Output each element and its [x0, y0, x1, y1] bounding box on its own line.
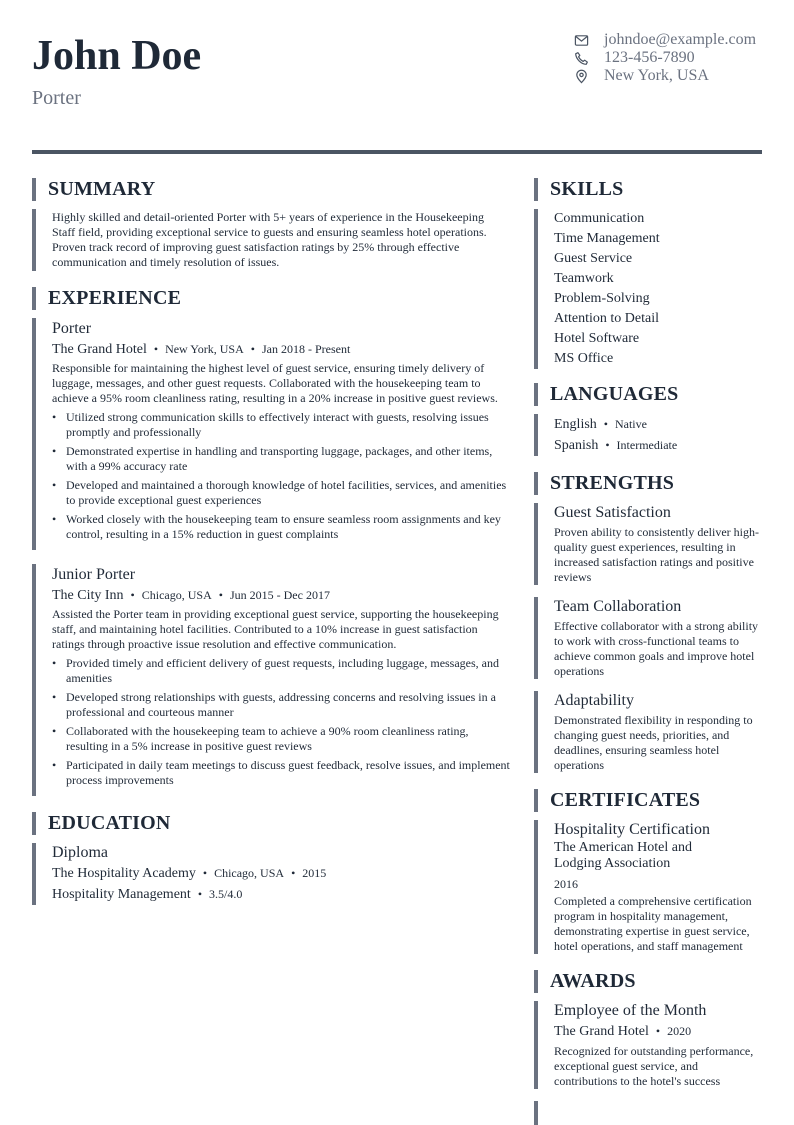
certificate-item: [534, 820, 762, 954]
certificate-text: Completed a comprehensive certification program in hospitality management, demonstrating expertise in guest service, hotel operations, and staff management: [554, 894, 752, 953]
strength-title: Guest Satisfaction: [554, 504, 671, 521]
header-divider: [32, 150, 762, 154]
language-name: English: [554, 417, 597, 432]
job-location: Chicago, USA: [141, 588, 212, 602]
education-item: [32, 843, 510, 905]
candidate-name: John Doe: [32, 33, 202, 79]
certificate-title: Hospitality Certification: [554, 821, 710, 838]
award-item: [534, 1001, 762, 1089]
languages-section: [534, 414, 762, 456]
language-level: Native: [614, 417, 647, 431]
skill-item: Attention to Detail: [554, 311, 659, 326]
job-meta: The Grand Hotel • New York, USA • Jan 2018 - Present: [52, 342, 351, 357]
summary-heading: SUMMARY: [32, 178, 510, 201]
summary-section: [32, 209, 510, 271]
strength-text: Effective collaborator with a strong ability to work with cross-functional teams to achieve common goals and improve hotel operations: [554, 619, 759, 678]
candidate-title: Porter: [32, 87, 81, 109]
award-year: 2020: [667, 1024, 692, 1038]
skill-item: Hotel Software: [554, 331, 640, 346]
job-description: Responsible for maintaining the highest level of guest service, ensuring timely delivery of luggage, messages, and other guest requests. Collaborated with the housekeeping team to achieve a 95% room cleanliness rating, resulting in a 20% increase in positive guest reviews.: [52, 361, 498, 405]
job-bullets: [52, 656, 510, 788]
contact-email-text: johndoe@example.com: [604, 31, 757, 48]
job-description: Assisted the Porter team in providing exceptional guest service, supporting the housekeeping staff, and maintaining hotel facilities. Contributed to a 10% increase in guest satisfaction ratings through proactive issue resolution and effective communication.: [52, 607, 499, 651]
job-location: New York, USA: [165, 342, 244, 356]
map-pin-icon: [572, 67, 590, 85]
languages-heading: LANGUAGES: [534, 383, 762, 406]
empty-section-marker: [534, 1101, 762, 1125]
skill-item: Communication: [554, 211, 645, 226]
job-company: The Grand Hotel: [52, 342, 147, 357]
award-org: The Grand Hotel: [554, 1024, 649, 1039]
language-level: Intermediate: [616, 438, 678, 452]
experience-item: [32, 564, 510, 796]
job-bullet: • Demonstrated expertise in handling and transporting luggage, packages, and other items, with a 99% accuracy rate: [52, 444, 510, 474]
certificates-heading: CERTIFICATES: [534, 789, 762, 812]
experience-item: [32, 318, 510, 550]
mail-icon: [572, 31, 590, 49]
job-dates: Jun 2015 - Dec 2017: [229, 588, 330, 602]
job-bullet: • Developed and maintained a thorough knowledge of hotel facilities, services, and amenities to provide exceptional guest experiences: [52, 478, 510, 508]
contact-email[interactable]: [572, 31, 762, 49]
strength-text: Proven ability to consistently deliver high-quality guest experiences, resulting in increased satisfaction ratings and positive reviews: [554, 525, 759, 584]
skill-item: Teamwork: [554, 271, 614, 286]
awards-heading: AWARDS: [534, 970, 762, 993]
education-field-row: Hospitality Management • 3.5/4.0: [52, 887, 243, 902]
education-year: 2015: [302, 866, 327, 880]
main-column: [32, 178, 510, 905]
strength-text: Demonstrated flexibility in responding to changing guest needs, priorities, and deadlines, ensuring seamless hotel operations: [554, 713, 753, 772]
education-school: The Hospitality Academy: [52, 866, 196, 881]
education-location: Chicago, USA: [214, 866, 285, 880]
education-field: Hospitality Management: [52, 887, 191, 902]
strength-item: [534, 691, 762, 773]
strength-title: Team Collaboration: [554, 598, 682, 615]
strength-item: [534, 597, 762, 679]
skill-item: Time Management: [554, 231, 660, 246]
job-bullet: • Utilized strong communication skills to effectively interact with guests, resolving issues promptly and professionally: [52, 410, 510, 440]
education-meta: The Hospitality Academy • Chicago, USA • 2015: [52, 866, 327, 881]
skill-item: MS Office: [554, 351, 614, 366]
certificate-issuer: The American Hotel and Lodging Association: [554, 840, 693, 871]
skill-item: Guest Service: [554, 251, 633, 266]
award-title: Employee of the Month: [554, 1002, 707, 1019]
award-text: Recognized for outstanding performance, exceptional guest service, and contributions to the hotel's success: [554, 1044, 754, 1088]
skills-section: [534, 209, 762, 369]
job-title: Porter: [52, 320, 92, 337]
strength-title: Adaptability: [554, 692, 634, 709]
job-bullet: • Developed strong relationships with guests, addressing concerns and resolving issues in a professional and courteous manner: [52, 690, 510, 720]
job-bullet: • Collaborated with the housekeeping team to achieve a 90% room cleanliness rating, resulting in a 5% increase in positive guest reviews: [52, 724, 510, 754]
strength-item: [534, 503, 762, 585]
contact-phone-text: 123-456-7890: [604, 49, 695, 66]
education-heading: EDUCATION: [32, 812, 510, 835]
job-bullet: • Participated in daily team meetings to discuss guest feedback, resolve issues, and implement process improvements: [52, 758, 510, 788]
language-name: Spanish: [554, 438, 599, 453]
contact-location: [572, 67, 762, 85]
certificate-year: 2016: [554, 877, 578, 891]
education-degree: Diploma: [52, 844, 108, 861]
job-bullet: • Worked closely with the housekeeping team to ensure seamless room assignments and key control, resulting in a 15% reduction in guest complaints: [52, 512, 510, 542]
job-company: The City Inn: [52, 588, 124, 603]
contact-phone[interactable]: [572, 49, 762, 67]
job-meta: The City Inn • Chicago, USA • Jun 2015 - Dec 2017: [52, 588, 330, 603]
education-gpa: 3.5/4.0: [209, 887, 243, 901]
phone-icon: [572, 49, 590, 67]
skill-item: Problem-Solving: [554, 291, 650, 306]
job-dates: Jan 2018 - Present: [261, 342, 351, 356]
experience-heading: EXPERIENCE: [32, 287, 510, 310]
language-item: Spanish • Intermediate: [554, 438, 678, 453]
strengths-heading: STRENGTHS: [534, 472, 762, 495]
summary-text: Highly skilled and detail-oriented Porter with 5+ years of experience in the Housekeeping Staff field, providing exceptional service to guests and ensuring seamless hotel operations. Proven track record of improving guest satisfaction ratings by 25% through effective communication and timely resolution of issues.: [52, 210, 487, 269]
job-title: Junior Porter: [52, 566, 136, 583]
job-bullets: [52, 410, 510, 542]
skills-heading: SKILLS: [534, 178, 762, 201]
job-bullet: • Provided timely and efficient delivery of guest requests, including luggage, messages, and amenities: [52, 656, 510, 686]
language-item: English • Native: [554, 417, 647, 432]
award-meta: The Grand Hotel • 2020: [554, 1024, 692, 1039]
side-column: [534, 178, 762, 1125]
contact-location-text: New York, USA: [604, 67, 709, 84]
contact-block: [572, 31, 762, 85]
